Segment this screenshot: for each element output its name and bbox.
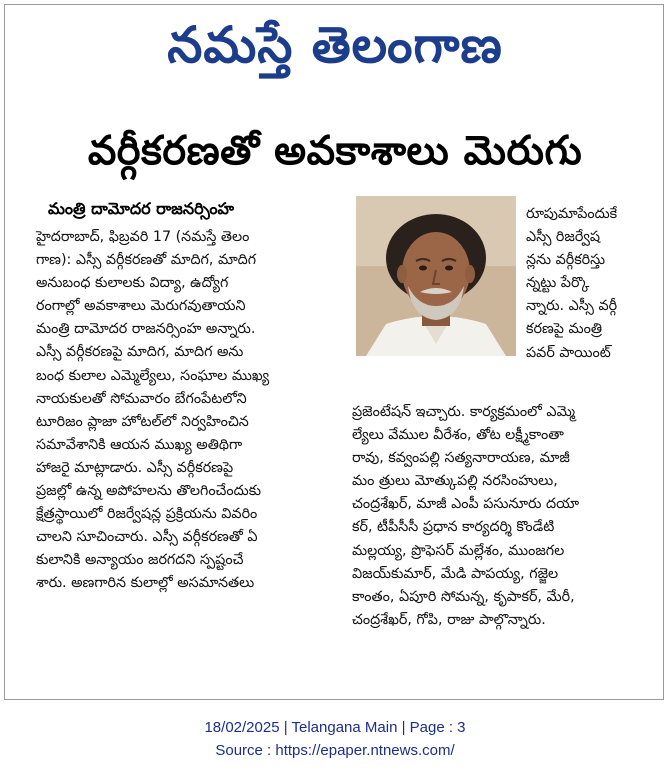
text-line: టూరిజం ప్లాజా హోటల్‌లో నిర్వహించిన bbox=[36, 413, 249, 430]
text-line: కాంతం, ఏపూరి సోమన్న, కృపాకర్, మేరీ, bbox=[352, 588, 575, 605]
text-line: హాజరై మాట్లాడారు. ఎస్సీ వర్గీకరణపై bbox=[36, 459, 234, 476]
text-line: చంద్రశేఖర్, గోపి, రాజు పాల్గొన్నారు. bbox=[352, 611, 546, 628]
text-line: చంద్రశేఖర్, మాజీ ఎంపీ పసునూరు దయా bbox=[352, 496, 580, 513]
newspaper-masthead: నమస్తే తెలంగాణ bbox=[167, 16, 503, 74]
text-line: ఎస్సీ వర్గీకరణపై మాదిగ, మాదిగ అను bbox=[36, 344, 244, 361]
text-line: గాణ): ఎస్సీ వర్గీకరణతో మాదిగ, మాదిగ bbox=[36, 252, 257, 269]
text-line: రంగాల్లో అవకాశాలు మెరుగవుతాయని bbox=[36, 298, 246, 315]
article-column-left bbox=[36, 226, 348, 596]
footer-edition-info: 18/02/2025 | Telangana Main | Page : 3 bbox=[204, 719, 466, 736]
text-line: శారు. అణగారిన కులాల్లో అసమానతలు bbox=[36, 575, 255, 592]
text-line: ల్యేలు వేముల వీరేశం, తోట లక్ష్మీకాంతా bbox=[352, 427, 564, 444]
text-line: క్షేత్రస్థాయిలో రిజర్వేషన్ల ప్రక్రియను వివరిం bbox=[36, 506, 258, 523]
portrait-illustration bbox=[356, 196, 516, 356]
text-line: మల్లయ్య, ప్రొఫెసర్ మల్లేశం, ముంజగల bbox=[352, 542, 565, 559]
text-line: చాలని సూచించారు. ఎస్సీ వర్గీకరణతో ఏ bbox=[36, 529, 258, 546]
text-line: కరణపై మంత్రి bbox=[526, 321, 603, 338]
text-line: కర్, టీపీసీసీ ప్రధాన కార్యదర్శి కొండేటి bbox=[352, 519, 555, 536]
footer-source-link[interactable]: Source : https://epaper.ntnews.com/ bbox=[215, 742, 455, 759]
article-headline: వర్గీకరణతో అవకాశాలు మెరుగు bbox=[87, 128, 583, 174]
text-line: మంత్రి దామోదర రాజనర్సింహ అన్నారు. bbox=[36, 321, 256, 338]
text-line: సమావేశానికి ఆయన ముఖ్య అతిథిగా bbox=[36, 436, 243, 453]
article-column-right-wide bbox=[352, 401, 632, 632]
text-line: మం త్రులు మోత్కుపల్లి నరసింహులు, bbox=[352, 473, 558, 490]
text-line: న్లను వర్గీకరిస్తు bbox=[526, 252, 606, 269]
text-line: విజయ్‌కుమార్, మేడి పాపయ్య, గజ్జెల bbox=[352, 565, 559, 582]
text-line: కులానికి అన్యాయం జరగదని స్పష్టంచే bbox=[36, 552, 244, 569]
text-line: న్నట్టు పేర్కొ bbox=[526, 275, 590, 292]
text-line: హైదరాబాద్, ఫిబ్రవరి 17 (నమస్తే తెలం bbox=[36, 229, 250, 245]
text-line: ఎస్సీ రిజర్వేష bbox=[526, 229, 601, 246]
article-column-right-narrow bbox=[526, 203, 632, 365]
text-line: పవర్ పాయింట్ bbox=[526, 344, 611, 361]
text-line: ప్రజెంటేషన్ ఇచ్చారు. కార్యక్రమంలో ఎమ్మె bbox=[352, 404, 576, 420]
text-line: ప్రజల్లో ఉన్న అపోహలను తొలగించేందుకు bbox=[36, 483, 262, 500]
text-line: రావు, కవ్వంపల్లి సత్యనారాయణ, మాజీ bbox=[352, 450, 570, 467]
text-line: రూపుమాపేందుకే bbox=[526, 206, 618, 222]
minister-portrait-icon bbox=[356, 196, 516, 356]
text-line: న్నారు. ఎస్సీ వర్గీ bbox=[526, 298, 618, 315]
text-line: అనుబంధ కులాలకు విద్యా, ఉద్యోగ bbox=[36, 275, 229, 292]
text-line: నాయకులతో సోమవారం బేగంపేటలోని bbox=[36, 390, 247, 407]
article-byline: మంత్రి దామోదర రాజనర్సింహ bbox=[48, 199, 235, 218]
text-line: బంధ కులాల ఎమ్మెల్యేలు, సంఘాల ముఖ్య bbox=[36, 367, 270, 384]
